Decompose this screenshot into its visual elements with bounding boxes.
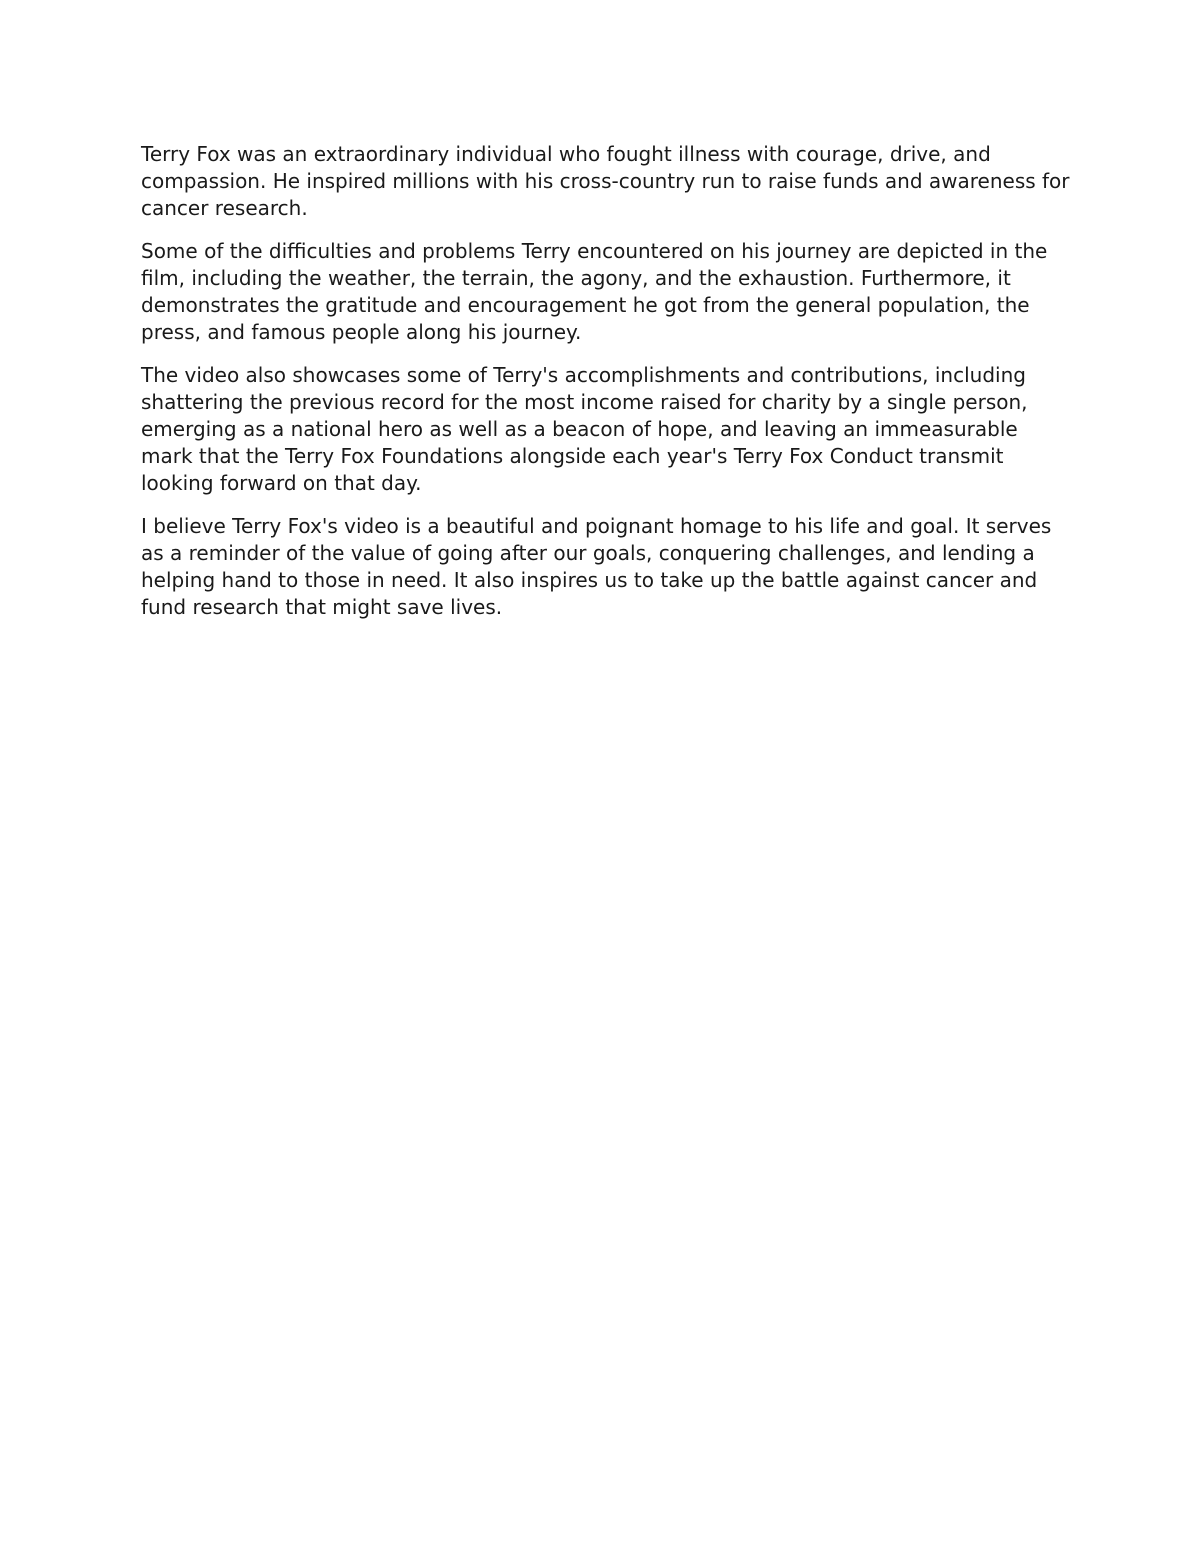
paragraph-4: I believe Terry Fox's video is a beautiful and poignant homage to his life and goal. It serves as a reminder of the value of going after our goals, conquering challenges, and lending a helping hand to those in need. It also inspires us to take up the battle against cancer and fund research that might save lives.	[141, 514, 1052, 619]
paragraph-1: Terry Fox was an extraordinary individual who fought illness with courage, drive, and compassion. He inspired millions with his cross-country run to raise funds and awareness for cancer research.	[141, 142, 1070, 220]
document-body	[141, 141, 1071, 637]
paragraph-3: The video also showcases some of Terry's accomplishments and contributions, including shattering the previous record for the most income raised for charity by a single person, emerging as a national hero as well as a beacon of hope, and leaving an immeasurable mark that the Terry Fox Foundations alongside each year's Terry Fox Conduct transmit looking forward on that day.	[141, 363, 1028, 495]
paragraph-2: Some of the difficulties and problems Terry encountered on his journey are depicted in the film, including the weather, the terrain, the agony, and the exhaustion. Furthermore, it demonstrates the gratitude and encouragement he got from the general population, the press, and famous people along his journey.	[141, 239, 1048, 344]
